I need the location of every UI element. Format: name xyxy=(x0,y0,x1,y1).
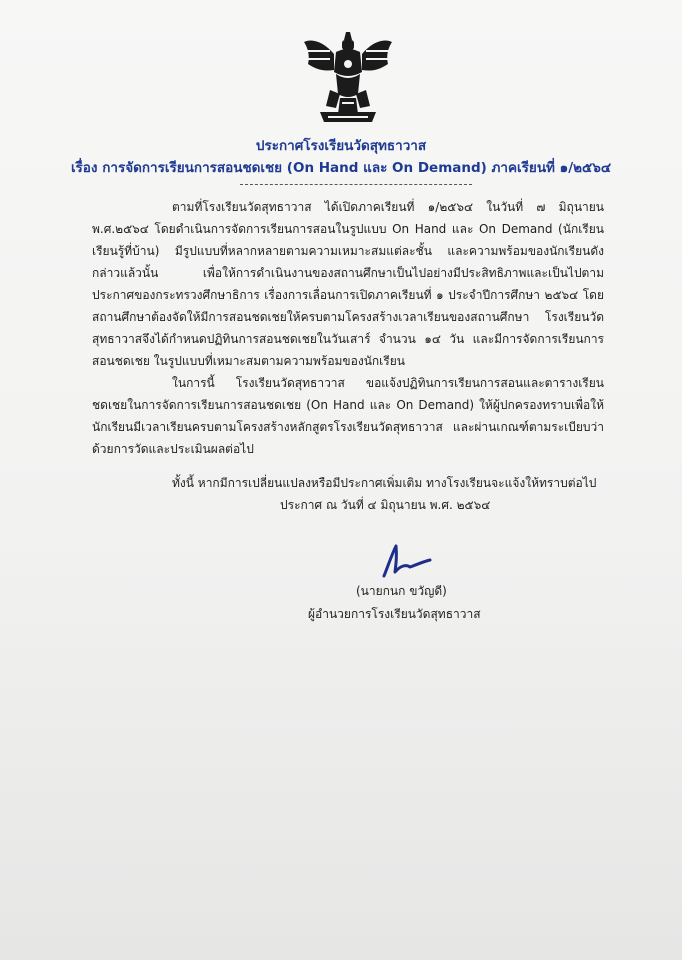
announcement-heading: ประกาศโรงเรียนวัดสุทธาวาส xyxy=(255,138,427,154)
heading-divider xyxy=(240,184,472,185)
garuda-emblem-icon xyxy=(300,28,396,128)
paragraph-1: ตามที่โรงเรียนวัดสุทธาวาส ได้เปิดภาคเรียนที่ ๑/๒๕๖๔ ในวันที่ ๗ มิถุนายน พ.ศ.๒๕๖๔ โดยดำเนินการจัดการเรียนการสอนในรูปแบบ On Hand และ On Demand (นักเรียนเรียนรู้ที่บ้าน) มีรูปแบบที่หลากหลายตามความเหมาะสมแต่ละชั้น และความพร้อมของนักเรียนดังกล่าวแล้วนั้น เพื่อให้การดำเนินงานของสถานศึกษาเป็นไปอย่างมีประสิทธิภาพและเป็นไปตามประกาศของกระทรวงศึกษาธิการ เรื่องการเลื่อนการเปิดภาคเรียนที่ ๑ ประจำปีการศึกษา ๒๕๖๔ โดยสถานศึกษาต้องจัดให้มีการสอนชดเชยให้ครบตามโครงสร้างเวลาเรียนของสถานศึกษา โรงเรียนวัดสุทธาวาสจึงได้กำหนดปฏิทินการสอนชดเชยในวันเสาร์ จำนวน ๑๔ วัน และมีการจัดการเรียนการสอนชดเชย ในรูปแบบที่เหมาะสมตามความพร้อมของนักเรียน xyxy=(92,200,604,368)
announcement-date: ประกาศ ณ วันที่ ๔ มิถุนายน พ.ศ. ๒๕๖๔ xyxy=(280,498,491,512)
closing-note: ทั้งนี้ หากมีการเปลี่ยนแปลงหรือมีประกาศเพิ่มเติม ทางโรงเรียนจะแจ้งให้ทราบต่อไป xyxy=(172,476,597,490)
announcement-subject: เรื่อง การจัดการเรียนการสอนชดเชย (On Hand และ On Demand) ภาคเรียนที่ ๑/๒๕๖๔ xyxy=(70,160,612,176)
paragraph-2: ในการนี้ โรงเรียนวัดสุทธาวาส ขอแจ้งปฏิทินการเรียนการสอนและตารางเรียนชดเชยในการจัดการเรียนการสอนชดเชย (On Hand และ On Demand) ให้ผู้ปกครองทราบเพื่อให้นักเรียนมีเวลาเรียนครบตามโครงสร้างหลักสูตรโรงเรียนวัดสุทธาวาส และผ่านเกณฑ์ตามระเบียบว่าด้วยการวัดและประเมินผลต่อไป xyxy=(92,376,604,456)
signer-position: ผู้อำนวยการโรงเรียนวัดสุทธาวาส xyxy=(308,607,481,621)
signer-name: (นายกนก ขวัญดี) xyxy=(356,584,447,598)
signature-icon xyxy=(370,540,432,580)
announcement-body xyxy=(92,196,604,494)
